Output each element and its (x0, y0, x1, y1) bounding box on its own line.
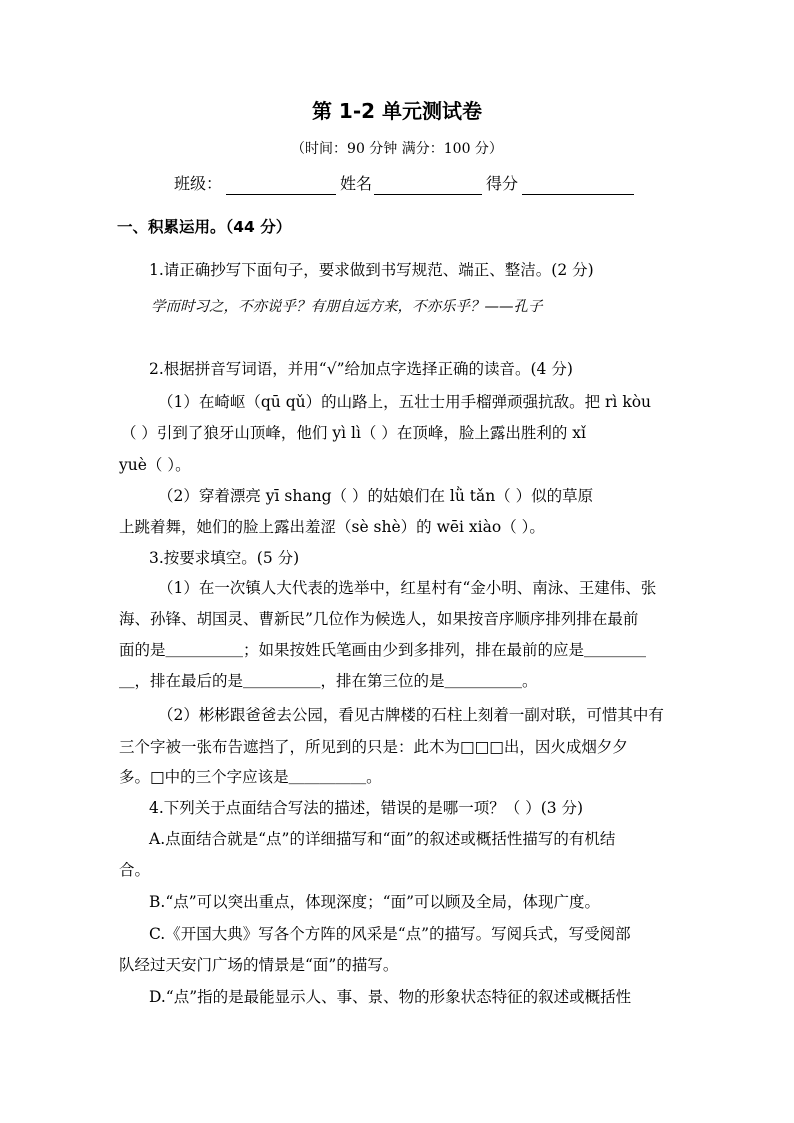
q2-line-5: 上跳着舞，她们的脸上露出羞涩（sè shè）的 wēi xiào（ ）。 (119, 518, 545, 536)
q4-prompt: 4.下列关于点面结合写法的描述，错误的是哪一项？（ ）(3 分) (149, 799, 584, 817)
q1-quote: 学而时习之，不亦说乎？有朋自远方来，不亦乐乎？——孔子 (151, 299, 543, 315)
q2-line-2: （ ）引到了狼牙山顶峰，他们 yì lì（ ）在顶峰，脸上露出胜利的 xǐ (121, 424, 586, 442)
score-label: 得分 (486, 174, 519, 193)
name-label: 姓名 (340, 174, 373, 193)
q4-option-a-cont: 合。 (119, 861, 151, 879)
q4-option-b: B.“点”可以突出重点，体现深度；“面”可以顾及全局，体现广度。 (149, 893, 601, 911)
q4-option-c: C.《开国大典》写各个方阵的风采是“点”的描写。写阅兵式，写受阅部 (149, 925, 631, 943)
q1-prompt: 1.请正确抄写下面句子，要求做到书写规范、端正、整洁。(2 分) (149, 261, 594, 279)
q2-line-3: yuè（ ）。 (119, 456, 191, 474)
q3-line-2: 海、孙锋、胡国灵、曹新民”几位作为候选人，如果按音序顺序排列排在最前 (119, 610, 639, 628)
q3-line-3: 面的是＿＿＿＿＿；如果按姓氏笔画由少到多排列，排在最前的应是＿＿＿＿ (119, 641, 647, 659)
name-blank[interactable] (374, 176, 482, 195)
q2-prompt: 2.根据拼音写词语，并用“√”给加点字选择正确的读音。(4 分) (149, 360, 573, 378)
q4-option-c-cont: 队经过天安门广场的情景是“面”的描写。 (119, 956, 399, 974)
exam-time-info: （时间：90 分钟 满分：100 分） (291, 141, 503, 157)
score-blank[interactable] (522, 176, 634, 195)
page-title: 第 1-2 单元测试卷 (311, 99, 483, 123)
student-info-row (174, 173, 634, 195)
q3-line-7: 多。□中的三个字应该是＿＿＿＿＿。 (119, 768, 382, 786)
q3-prompt: 3.按要求填空。(5 分) (149, 549, 300, 567)
q3-line-4: ＿，排在最后的是＿＿＿＿＿，排在第三位的是＿＿＿＿＿。 (119, 672, 538, 690)
q2-line-1: （1）在崎岖（qū qǔ）的山路上，五壮士用手榴弹顽强抗敌。把 rì kòu (158, 393, 652, 411)
class-blank[interactable] (226, 176, 336, 195)
q3-line-1: （1）在一次镇人大代表的选举中，红星村有“金小明、南泳、王建伟、张 (158, 579, 657, 597)
q4-option-d: D.“点”指的是最能显示人、事、景、物的形象状态特征的叙述或概括性 (149, 988, 632, 1006)
q3-line-5: （2）彬彬跟爸爸去公园，看见古牌楼的石柱上刻着一副对联，可惜其中有 (158, 706, 664, 724)
q3-line-6: 三个字被一张布告遮挡了，所见到的只是：此木为□□□出，因火成烟夕夕 (119, 738, 628, 756)
q2-line-4: （2）穿着漂亮 yī shang（ ）的姑娘们在 lǜ tǎn（ ）似的草原 (158, 487, 594, 505)
section-heading: 一、积累运用。（44 分） (117, 218, 292, 236)
q4-option-a: A.点面结合就是“点”的详细描写和“面”的叙述或概括性描写的有机结 (149, 830, 616, 848)
class-label: 班级： (174, 174, 223, 193)
